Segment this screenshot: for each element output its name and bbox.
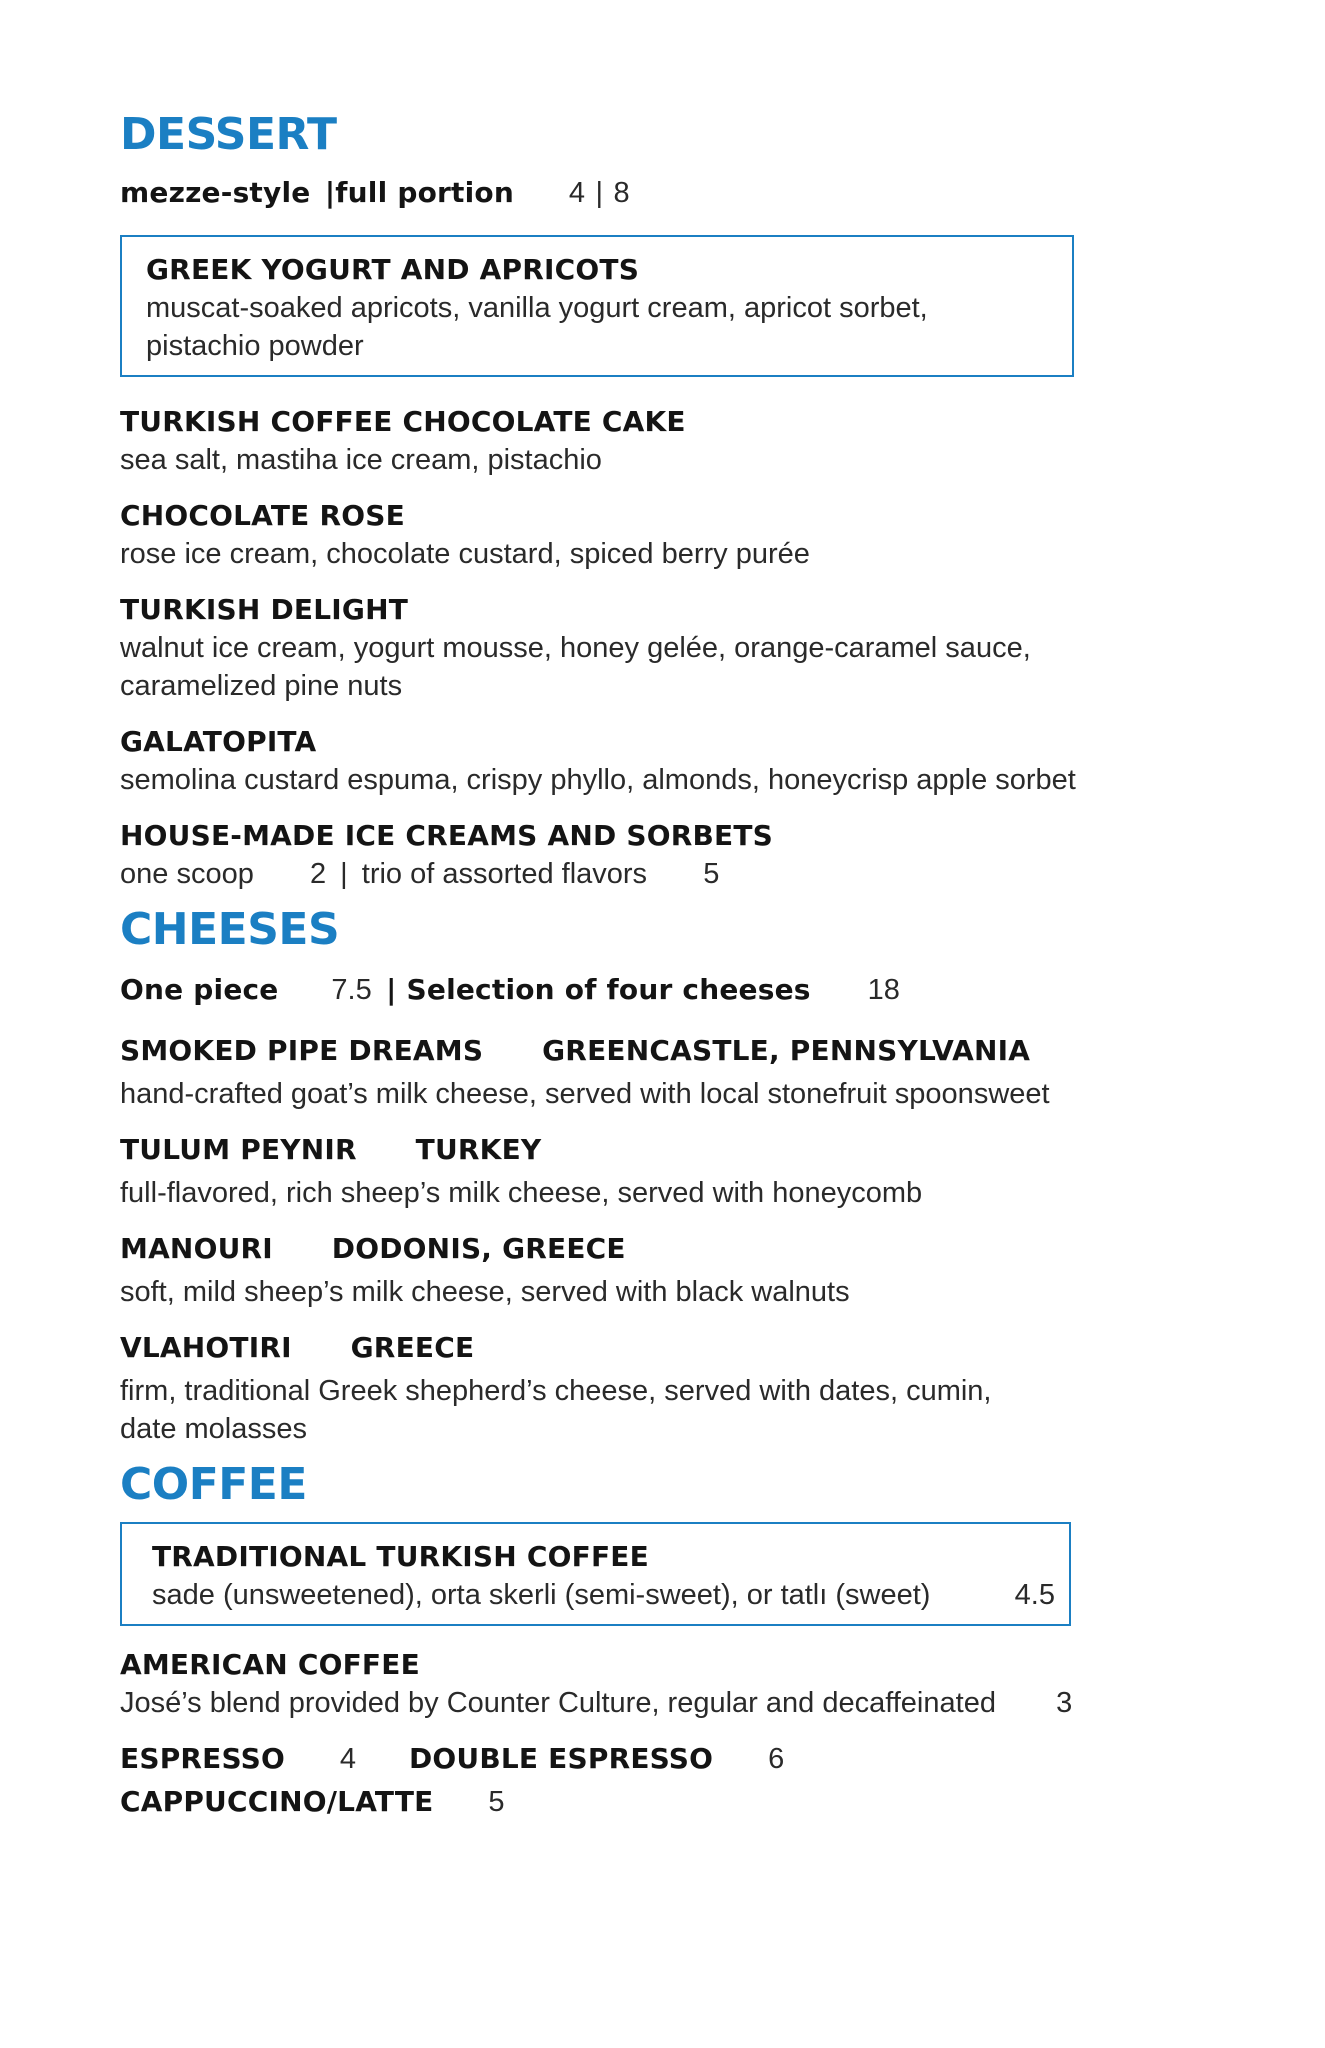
dessert-item (120, 497, 1220, 573)
one-piece-label: One piece (120, 973, 279, 1006)
cheese-name: SMOKED PIPE DREAMS (120, 1034, 484, 1067)
dessert-item-name: HOUSE-MADE ICE CREAMS AND SORBETS (120, 819, 774, 852)
one-piece-price: 7.5 (331, 974, 372, 1006)
dessert-item-desc: walnut ice cream, yogurt mousse, honey gelée, orange-caramel sauce, (120, 632, 1031, 664)
ice-cream-option: trio of assorted flavors (361, 858, 648, 890)
cheese-item (120, 1329, 1220, 1448)
cappuccino-price: 5 (488, 1786, 505, 1818)
cheese-desc: firm, traditional Greek shepherd’s cheese, served with dates, cumin, (120, 1375, 992, 1407)
portion-full-price: 8 (613, 177, 630, 209)
cheese-desc: date molasses (120, 1413, 307, 1445)
coffee-item (120, 1740, 1220, 1826)
cheese-item (120, 1032, 1220, 1113)
portion-mezze-price: 4 (568, 177, 586, 209)
cheese-desc: hand-crafted goat’s milk cheese, served with local stonefruit spoonsweet (120, 1078, 1050, 1110)
cheeses-title: CHEESES (120, 904, 340, 955)
cheese-name: TULUM PEYNIR (120, 1133, 357, 1166)
double-espresso-name: DOUBLE ESPRESSO (408, 1742, 714, 1775)
cheese-origin: DODONIS, GREECE (331, 1232, 626, 1265)
dessert-item-desc: rose ice cream, chocolate custard, spiced berry purée (120, 538, 810, 570)
dessert-item-desc: caramelized pine nuts (120, 670, 403, 702)
cheese-desc: full-flavored, rich sheep’s milk cheese, served with honeycomb (120, 1177, 923, 1209)
cheese-origin: GREENCASTLE, PENNSYLVANIA (542, 1034, 1031, 1067)
portion-mezze-label: mezze-style (120, 176, 311, 209)
espresso-name: ESPRESSO (120, 1742, 285, 1775)
dessert-item-name: TURKISH COFFEE CHOCOLATE CAKE (120, 405, 686, 438)
cheeses-pricing-line: One piece 7.5 | Selection of four cheeses 18 (120, 973, 900, 1006)
dessert-item (120, 591, 1220, 705)
cheese-desc: soft, mild sheep’s milk cheese, served with black walnuts (120, 1276, 850, 1308)
dessert-item-name: TURKISH DELIGHT (120, 593, 409, 626)
dessert-item-desc: muscat-soaked apricots, vanilla yogurt cream, apricot sorbet, (146, 292, 928, 324)
dessert-item-name: GALATOPITA (120, 725, 317, 758)
dessert-title: DESSERT (120, 109, 337, 160)
american-coffee-price: 3 (1056, 1687, 1073, 1719)
dessert-item (120, 723, 1220, 799)
portion-full-label: full portion (335, 176, 514, 209)
dessert-featured-box (120, 235, 1074, 377)
dessert-item-desc: pistachio powder (146, 330, 364, 362)
cheese-item (120, 1230, 1220, 1311)
cheese-origin: GREECE (350, 1331, 475, 1364)
american-coffee-name: AMERICAN COFFEE (120, 1648, 420, 1681)
coffee-title: COFFEE (120, 1459, 307, 1510)
coffee-featured-box (120, 1522, 1071, 1626)
dessert-item-desc: semolina custard espuma, crispy phyllo, almonds, honeycrisp apple sorbet (120, 764, 1076, 796)
turkish-coffee-desc: sade (unsweetened), orta skerli (semi-sweet), or tatlı (sweet) (152, 1579, 931, 1611)
four-cheeses-price: 18 (867, 974, 900, 1006)
turkish-coffee-name: TRADITIONAL TURKISH COFFEE (152, 1540, 649, 1573)
four-cheeses-label: Selection of four cheeses (406, 973, 811, 1006)
double-espresso-price: 6 (768, 1743, 785, 1775)
coffee-item (120, 1646, 1220, 1722)
ice-cream-price: 2 (309, 858, 327, 890)
ice-cream-option: one scoop (120, 858, 254, 890)
ice-cream-price: 5 (703, 858, 720, 890)
dessert-item: HOUSE-MADE ICE CREAMS AND SORBETS one scoop 2 | trio of assorted flavors 5 (120, 817, 1220, 893)
american-coffee-desc: José’s blend provided by Counter Culture, regular and decaffeinated (120, 1687, 996, 1719)
dessert-item-name: GREEK YOGURT AND APRICOTS (146, 253, 640, 286)
cheese-name: MANOURI (120, 1232, 273, 1265)
cheese-item (120, 1131, 1220, 1212)
turkish-coffee-price: 4.5 (1014, 1579, 1055, 1611)
cappuccino-name: CAPPUCCINO/LATTE (120, 1785, 434, 1818)
menu-page (120, 110, 1220, 1826)
dessert-item-desc: sea salt, mastiha ice cream, pistachio (120, 444, 602, 476)
dessert-item-name: CHOCOLATE ROSE (120, 499, 405, 532)
cheese-name: VLAHOTIRI (120, 1331, 292, 1364)
dessert-portion-line: mezze-style |full portion 4 | 8 (120, 176, 630, 209)
cheese-origin: TURKEY (415, 1133, 542, 1166)
espresso-price: 4 (339, 1743, 357, 1775)
dessert-item (120, 403, 1220, 479)
